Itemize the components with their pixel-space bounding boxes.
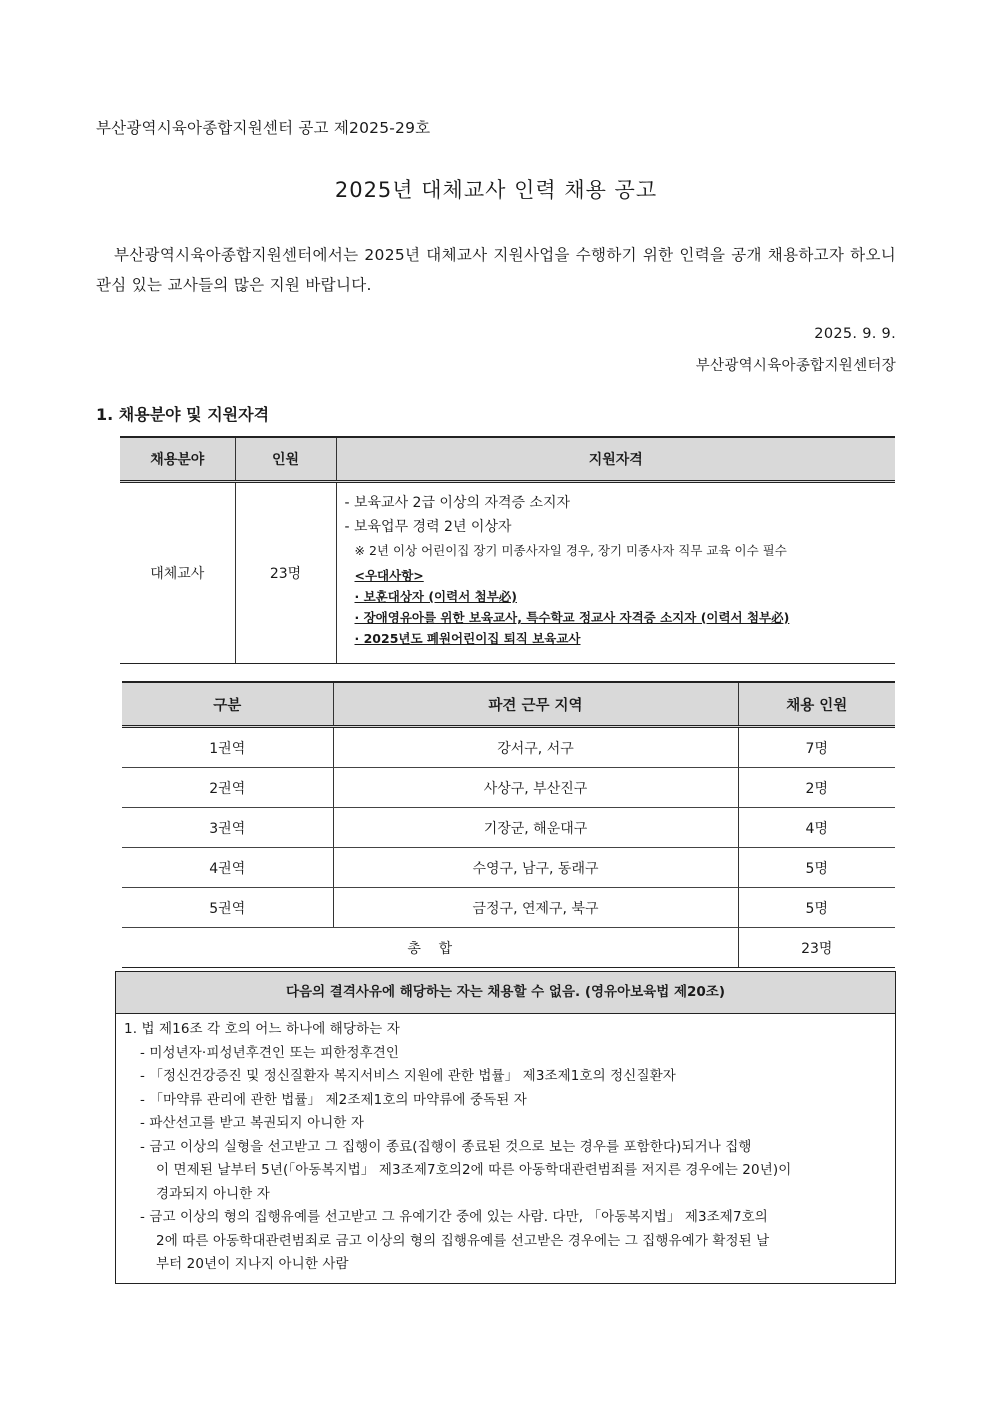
count-cell: 23명 [235,482,336,664]
qualification-item: - 보육업무 경력 2년 이상자 [344,519,512,535]
area-cell: 사상구, 부산진구 [333,768,738,808]
notice-date: 2025. 9. 9. [814,326,896,342]
qualification-cell [336,482,895,664]
disqualification-line: 이 면제된 날부터 5년(「아동복지법」 제3조제7호의2에 따른 아동학대관련범죄를 저지른 경우에는 20년)이 [156,1162,792,1178]
table-row [122,768,895,808]
zone-cell: 4권역 [122,848,333,888]
qualification-item: - 보육교사 2급 이상의 자격증 소지자 [344,495,571,511]
recruitment-table [120,436,895,664]
disqualification-line: - 「마약류 관리에 관한 법률」 제2조제1호의 마약류에 중독된 자 [140,1091,527,1108]
disqualification-line: - 「정신건강증진 및 정신질환자 복지서비스 지원에 관한 법률」 제3조제1호의 정신질환자 [140,1068,676,1084]
table-header-row [120,437,895,482]
disqualification-line: 경과되지 아니한 자 [156,1185,270,1202]
zone-cell: 1권역 [122,727,333,768]
intro-paragraph: 부산광역시육아종합지원센터에서는 2025년 대체교사 지원사업을 수행하기 위한 인력을 공개 채용하고자 하오니 관심 있는 교사들의 많은 지원 바랍니다. [96,246,896,294]
qualification-note: ※ 2년 이상 어린이집 장기 미종사자일 경우, 장기 미종사자 직무 교육 이수 필수 [354,543,787,558]
disqualification-box [115,971,896,1284]
table-row [122,727,895,768]
disqualification-body [116,1014,895,1283]
area-cell: 기장군, 해운대구 [333,808,738,848]
zone-cell: 2권역 [122,768,333,808]
disqualification-line: - 금고 이상의 실형을 선고받고 그 집행이 종료(집행이 종료된 것으로 보는 경우를 포함한다)되거나 집행 [140,1138,752,1155]
disqualification-heading: 다음의 결격사유에 해당하는 자는 채용할 수 없음. (영유아보육법 제20조) [116,972,895,1014]
page-title: 2025년 대체교사 인력 채용 공고 [334,178,658,202]
column-header: 지원자격 [336,437,895,482]
total-row [122,928,895,968]
table-header-row [122,682,895,727]
headcount-cell: 7명 [738,727,895,768]
disqualification-line: 1. 법 제16조 각 호의 어느 하나에 해당하는 자 [124,1021,400,1037]
region-table [122,681,895,968]
area-cell: 강서구, 서구 [333,727,738,768]
preference-item: · 2025년도 폐원어린이집 퇴직 보육교사 [354,631,581,646]
area-cell: 수영구, 남구, 동래구 [333,848,738,888]
column-header: 채용 인원 [738,682,895,727]
section-heading: 1. 채용분야 및 지원자격 [96,405,270,424]
column-header: 인원 [235,437,336,482]
disqualification-line: - 미성년자·피성년후견인 또는 피한정후견인 [140,1044,400,1061]
disqualification-line: - 파산선고를 받고 복권되지 아니한 자 [140,1115,365,1131]
table-row [122,848,895,888]
table-row [122,888,895,928]
column-header: 구분 [122,682,333,727]
issuing-org: 부산광역시육아종합지원센터장 [695,358,896,374]
column-header: 채용분야 [120,437,235,482]
column-header: 파견 근무 지역 [333,682,738,727]
total-value: 23명 [738,928,895,968]
total-label: 총 합 [122,928,738,968]
headcount-cell: 5명 [738,848,895,888]
preference-item: · 보훈대상자 (이력서 첨부必) [354,589,517,604]
disqualification-line: - 금고 이상의 형의 집행유예를 선고받고 그 유예기간 중에 있는 사람. 다만, 「아동복지법」 제3조제7호의 [140,1209,768,1225]
zone-cell: 5권역 [122,888,333,928]
preference-heading: <우대사항> [354,568,424,583]
disqualification-line: 2에 따른 아동학대관련범죄로 금고 이상의 형의 집행유예를 선고받은 경우에는 그 집행유예가 확정된 날 [156,1232,770,1249]
headcount-cell: 4명 [738,808,895,848]
field-cell: 대체교사 [120,482,235,664]
disqualification-line: 부터 20년이 지나지 아니한 사람 [156,1256,349,1272]
headcount-cell: 2명 [738,768,895,808]
headcount-cell: 5명 [738,888,895,928]
zone-cell: 3권역 [122,808,333,848]
area-cell: 금정구, 연제구, 북구 [333,888,738,928]
table-row [122,808,895,848]
preference-item: · 장애영유아를 위한 보육교사, 특수학교 정교사 자격증 소지자 (이력서 첨부必) [354,610,790,625]
table-row [120,482,895,664]
notice-number: 부산광역시육아종합지원센터 공고 제2025-29호 [96,119,431,137]
